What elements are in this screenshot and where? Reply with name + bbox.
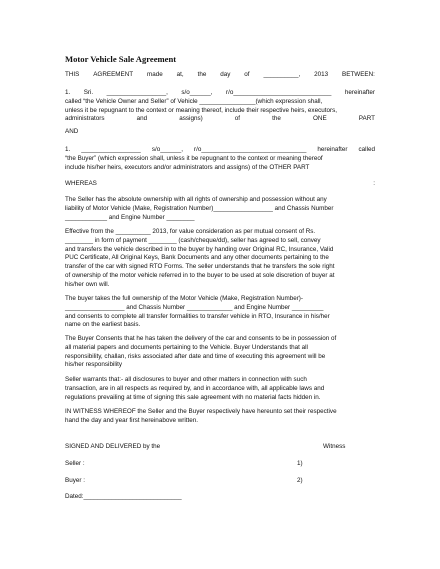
intro-word: AGREEMENT bbox=[93, 71, 134, 78]
witness-paragraph bbox=[65, 408, 375, 426]
paragraph-line: responsibility, challan, risks associated after date and time of executing this agreement will be bbox=[65, 352, 326, 360]
paragraph-line: transaction, are in all respects as required by, and in accordance with, all applicable laws and bbox=[65, 384, 325, 392]
intro-word: the bbox=[197, 71, 207, 78]
intro-line bbox=[65, 71, 375, 80]
paragraph-line: The Seller has the absolute ownership with all rights of ownership and possession without any bbox=[65, 196, 327, 203]
intro-word: __________, bbox=[263, 71, 301, 78]
paragraph-line: _________________ and Chassis Number _____________ and Engine Number _________ bbox=[65, 303, 324, 311]
intro-word: day bbox=[220, 71, 231, 78]
seller-line-4 bbox=[65, 115, 375, 124]
text-segment: Sri. bbox=[83, 89, 94, 96]
paragraph-line: ________ in form of payment ________ (cash/cheque/dd), seller has agreed to sell, convey bbox=[65, 236, 321, 244]
warranty-paragraph bbox=[65, 376, 375, 402]
intro-word: made bbox=[147, 71, 163, 78]
paragraph-line: Seller warrants that:- all disclosures to buyer and other matters in connection with such bbox=[65, 376, 307, 383]
text-segment: _________________ bbox=[81, 146, 141, 153]
text-segment: 1. bbox=[65, 89, 71, 96]
paragraph-line: his/her responsibility bbox=[65, 361, 123, 369]
intro-word: at, bbox=[176, 71, 184, 78]
paragraph-line: hand the day and year first hereinabove written. bbox=[65, 416, 199, 424]
paragraph-line: and transfers the vehicle described in to the buyer by handing over Original RC, Insurance, Valid bbox=[65, 245, 334, 253]
paragraph-line: ____________ and Engine Number ________ bbox=[65, 213, 195, 221]
seller-line-2: called “the Vehicle Owner and Seller” of Vehicle ________________(which expression shall, bbox=[65, 97, 323, 105]
text-segment: assigns) bbox=[179, 115, 203, 123]
witness-1-label: 1) bbox=[297, 460, 303, 467]
buyer-line-3: include his/her heirs, executors and/or administrators and assigns) of the OTHER PART bbox=[65, 163, 310, 171]
text-segment: r/o______________________________ bbox=[193, 146, 307, 153]
paragraph-line: regulations prevailing at time of signing this sale agreement with no material facts hidden in. bbox=[65, 393, 321, 401]
paragraph-line: Effective from the __________ 2013, for value consideration as per mutual consent of Rs. bbox=[65, 228, 316, 235]
paragraph-line: all material papers and documents pertaining to the Vehicle. Buyer Understands that all bbox=[65, 343, 308, 351]
paragraph-line: name on the earliest basis. bbox=[65, 321, 141, 329]
text-segment: 1. bbox=[65, 146, 71, 153]
buyer-line-1 bbox=[65, 146, 375, 155]
buyer-signature-label: Buyer : bbox=[65, 477, 85, 484]
seller-line-3: unless it be repugnant to the context or meaning thereof, include their respective heirs, executors, bbox=[65, 106, 337, 114]
paragraph-line: liability of Motor Vehicle (Make, Registration Number)_________________ and Chassis Number bbox=[65, 204, 334, 212]
whereas-label: WHEREAS bbox=[65, 180, 97, 187]
text-segment: hereinafter bbox=[317, 146, 348, 153]
buyer-line-2: “the Buyer” (which expression shall, unless it be repugnant to the context or meaning thereof bbox=[65, 154, 323, 162]
text-segment: s/o______, bbox=[181, 89, 213, 96]
paragraph-line: transfer of the car with signed RTO Forms. The seller understands that he transfers the sole right bbox=[65, 263, 335, 271]
document-title: Motor Vehicle Sale Agreement bbox=[65, 54, 177, 64]
intro-word: of bbox=[244, 71, 250, 78]
text-segment: called bbox=[358, 146, 375, 153]
ownership-paragraph bbox=[65, 196, 375, 222]
signed-delivered-label: SIGNED AND DELIVERED by the bbox=[65, 443, 161, 450]
intro-word: THIS bbox=[65, 71, 80, 78]
witness-2-label: 2) bbox=[297, 477, 303, 484]
intro-word: BETWEEN: bbox=[342, 71, 375, 78]
text-segment: PART bbox=[358, 115, 375, 123]
text-segment: s/o______, bbox=[151, 146, 183, 153]
seller-line-1 bbox=[65, 89, 375, 98]
buyer-party-paragraph bbox=[65, 146, 375, 172]
seller-party-paragraph bbox=[65, 89, 375, 124]
text-segment: of bbox=[234, 115, 241, 123]
whereas-colon: : bbox=[373, 180, 375, 187]
delivery-paragraph bbox=[65, 335, 375, 370]
paragraph-line: and consents to complete all transfer formalities to transfer vehicle in RTO, Insurance in his/her bbox=[65, 312, 330, 320]
text-segment: and bbox=[136, 115, 148, 123]
text-segment: _________________, bbox=[106, 89, 168, 96]
paragraph-line: of ownership of the motor vehicle referred in to the buyer to be used at sole discretion of buyer at bbox=[65, 271, 335, 279]
paragraph-line: The buyer takes the full ownership of the Motor Vehicle (Make, Registration Number)- bbox=[65, 295, 303, 302]
consideration-paragraph bbox=[65, 228, 375, 290]
seller-signature-label: Seller : bbox=[65, 460, 85, 467]
paragraph-line: The Buyer Consents that he has taken the delivery of the car and consents to be in possession of bbox=[65, 335, 337, 342]
intro-word: 2013 bbox=[314, 71, 329, 78]
paragraph-line: PUC Certificate, All Original Keys, Bank Documents and any other documents pertaining to the bbox=[65, 254, 329, 262]
buyer-ownership-paragraph bbox=[65, 295, 375, 330]
text-segment: hereinafter bbox=[344, 89, 375, 96]
whereas-line bbox=[65, 180, 375, 189]
text-segment: the bbox=[272, 115, 281, 123]
paragraph-line: IN WITNESS WHEREOF the Seller and the Buyer respectively have hereunto set their respective bbox=[65, 408, 337, 415]
dated-line: Dated:____________________________ bbox=[65, 493, 182, 500]
text-segment: r/o____________________________ bbox=[226, 89, 332, 96]
text-segment: ONE bbox=[313, 115, 327, 123]
witness-label: Witness bbox=[323, 443, 346, 450]
paragraph-line: his/her own will. bbox=[65, 280, 110, 288]
text-segment: administrators bbox=[65, 115, 105, 123]
and-label: AND bbox=[65, 128, 79, 135]
